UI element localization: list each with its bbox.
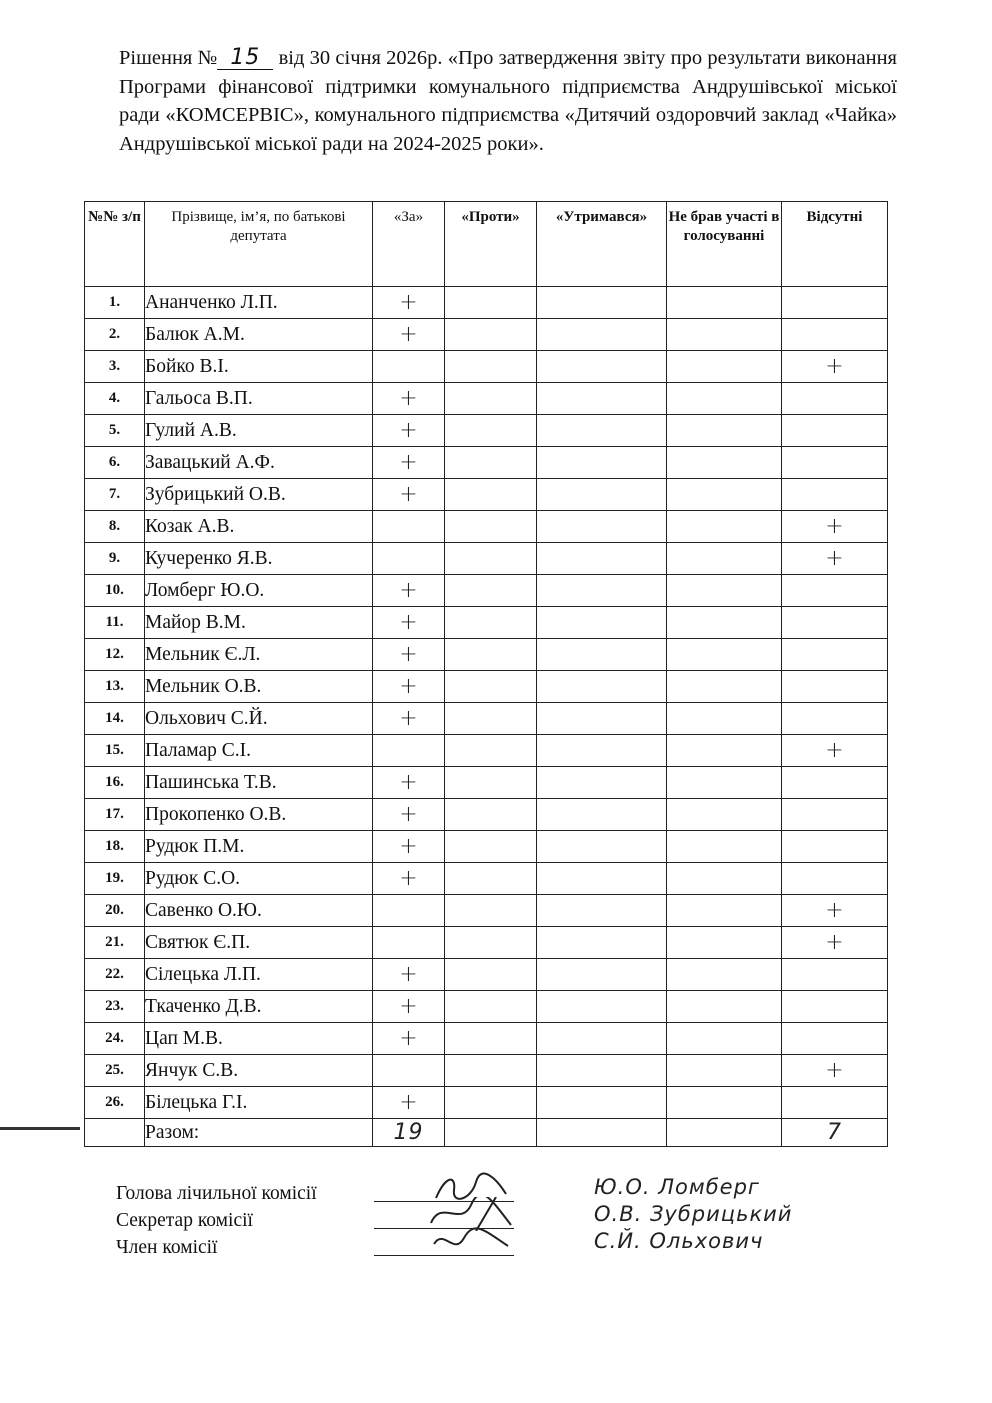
vote-abstain-cell [537, 1023, 667, 1055]
col-for: «За» [373, 202, 445, 287]
row-number: 5. [85, 415, 145, 447]
vote-against-cell [445, 831, 537, 863]
vote-against-cell [445, 575, 537, 607]
vote-for-cell: + [373, 383, 445, 415]
deputy-name: Майор В.М. [145, 607, 373, 639]
vote-abstain-cell [537, 479, 667, 511]
table-row [85, 1087, 888, 1119]
vote-for-cell: + [373, 991, 445, 1023]
not-voted-cell [667, 831, 782, 863]
decision-title: від 30 січня 2026р. «Про затвердження звіту про результати виконання Програми фінансової підтримки комунального підприємства Андрушівської міської ради «КОМСЕРВІС», комунального підприємства «Дитячий оздоровчий заклад «Чайка» Андрушівської міської ради на 2024-2025 роки». [119, 47, 897, 155]
deputy-name: Завацький А.Ф. [145, 447, 373, 479]
vote-abstain-cell [537, 831, 667, 863]
signature-name: Ю.О. Ломберг [594, 1175, 760, 1199]
not-voted-cell [667, 319, 782, 351]
table-row [85, 319, 888, 351]
vote-abstain-cell [537, 671, 667, 703]
vote-against-cell [445, 767, 537, 799]
row-number: 26. [85, 1087, 145, 1119]
signature-block [116, 1175, 876, 1261]
deputy-name: Білецька Г.І. [145, 1087, 373, 1119]
vote-for-cell: + [373, 863, 445, 895]
vote-against-cell [445, 383, 537, 415]
table-row [85, 511, 888, 543]
vote-against-cell [445, 511, 537, 543]
absent-cell [782, 863, 888, 895]
vote-against-cell [445, 671, 537, 703]
vote-against-cell [445, 991, 537, 1023]
vote-for-cell: + [373, 319, 445, 351]
not-voted-cell [667, 927, 782, 959]
not-voted-cell [667, 959, 782, 991]
row-number: 14. [85, 703, 145, 735]
vote-against-cell [445, 351, 537, 383]
vote-abstain-cell [537, 383, 667, 415]
signature-name: О.В. Зубрицький [594, 1202, 793, 1226]
col-against: «Проти» [445, 202, 537, 287]
decision-header [119, 44, 897, 158]
vote-for-cell [373, 351, 445, 383]
table-row [85, 479, 888, 511]
table-row [85, 927, 888, 959]
signature-row [116, 1229, 876, 1261]
vote-against-cell [445, 415, 537, 447]
vote-for-cell: + [373, 671, 445, 703]
not-voted-cell [667, 351, 782, 383]
table-row [85, 639, 888, 671]
vote-for-cell: + [373, 799, 445, 831]
vote-abstain-cell [537, 319, 667, 351]
not-voted-cell [667, 383, 782, 415]
vote-against-cell [445, 319, 537, 351]
not-voted-cell [667, 703, 782, 735]
not-voted-cell [667, 1087, 782, 1119]
row-number: 20. [85, 895, 145, 927]
deputy-name: Балюк А.М. [145, 319, 373, 351]
table-row [85, 607, 888, 639]
row-number: 23. [85, 991, 145, 1023]
vote-for-cell [373, 511, 445, 543]
absent-cell [782, 959, 888, 991]
table-row [85, 1055, 888, 1087]
vote-for-cell: + [373, 287, 445, 319]
deputy-name: Святюк Є.П. [145, 927, 373, 959]
handwritten-number: 15 [230, 45, 261, 70]
row-number: 24. [85, 1023, 145, 1055]
deputy-name: Ткаченко Д.В. [145, 991, 373, 1023]
col-abstain: «Утримався» [537, 202, 667, 287]
vote-for-cell: + [373, 575, 445, 607]
deputy-name: Ананченко Л.П. [145, 287, 373, 319]
deputy-name: Рудюк П.М. [145, 831, 373, 863]
table-row [85, 767, 888, 799]
vote-abstain-cell [537, 639, 667, 671]
vote-for-cell [373, 895, 445, 927]
not-voted-cell [667, 607, 782, 639]
absent-cell [782, 703, 888, 735]
deputy-name: Рудюк С.О. [145, 863, 373, 895]
vote-abstain-cell [537, 895, 667, 927]
vote-abstain-cell [537, 351, 667, 383]
signature-name: С.Й. Ольхович [594, 1229, 764, 1253]
vote-against-cell [445, 735, 537, 767]
row-number: 25. [85, 1055, 145, 1087]
absent-cell: + [782, 351, 888, 383]
absent-cell: + [782, 895, 888, 927]
table-row [85, 671, 888, 703]
vote-for-cell: + [373, 703, 445, 735]
vote-for-cell: + [373, 415, 445, 447]
vote-for-cell: + [373, 447, 445, 479]
vote-abstain-cell [537, 959, 667, 991]
vote-for-cell: + [373, 639, 445, 671]
absent-cell: + [782, 927, 888, 959]
vote-against-cell [445, 607, 537, 639]
deputy-name: Янчук С.В. [145, 1055, 373, 1087]
signature-role: Секретар комісії [116, 1210, 253, 1231]
table-row [85, 543, 888, 575]
deputy-name: Ломберг Ю.О. [145, 575, 373, 607]
vote-abstain-cell [537, 1087, 667, 1119]
absent-cell [782, 799, 888, 831]
absent-cell: + [782, 543, 888, 575]
row-number: 19. [85, 863, 145, 895]
absent-cell [782, 447, 888, 479]
absent-cell [782, 991, 888, 1023]
absent-cell [782, 639, 888, 671]
deputy-name: Савенко О.Ю. [145, 895, 373, 927]
vote-abstain-cell [537, 863, 667, 895]
vote-against-cell [445, 1055, 537, 1087]
vote-against-cell [445, 287, 537, 319]
vote-for-cell [373, 1055, 445, 1087]
table-row [85, 959, 888, 991]
table-header-row [85, 202, 888, 287]
table-row [85, 287, 888, 319]
table-row [85, 703, 888, 735]
vote-abstain-cell [537, 991, 667, 1023]
absent-cell: + [782, 1055, 888, 1087]
not-voted-cell [667, 639, 782, 671]
not-voted-cell [667, 895, 782, 927]
voting-table [84, 201, 888, 1147]
absent-cell [782, 319, 888, 351]
vote-abstain-cell [537, 767, 667, 799]
deputy-name: Ольхович С.Й. [145, 703, 373, 735]
absent-cell: + [782, 735, 888, 767]
decision-prefix: Рішення № [119, 47, 218, 69]
absent-cell [782, 671, 888, 703]
vote-against-cell [445, 543, 537, 575]
vote-against-cell [445, 639, 537, 671]
not-voted-cell [667, 1023, 782, 1055]
table-row [85, 895, 888, 927]
total-abstain [537, 1119, 667, 1147]
vote-abstain-cell [537, 927, 667, 959]
deputy-name: Паламар С.І. [145, 735, 373, 767]
vote-against-cell [445, 1087, 537, 1119]
not-voted-cell [667, 447, 782, 479]
deputy-name: Пашинська Т.В. [145, 767, 373, 799]
not-voted-cell [667, 799, 782, 831]
not-voted-cell [667, 1055, 782, 1087]
vote-abstain-cell [537, 703, 667, 735]
vote-abstain-cell [537, 415, 667, 447]
signature-role: Голова лічильної комісії [116, 1183, 317, 1204]
row-number: 7. [85, 479, 145, 511]
row-number: 15. [85, 735, 145, 767]
total-absent: 7 [782, 1119, 888, 1147]
vote-against-cell [445, 1023, 537, 1055]
table-row [85, 863, 888, 895]
deputy-name: Гулий А.В. [145, 415, 373, 447]
vote-abstain-cell [537, 799, 667, 831]
vote-for-cell [373, 927, 445, 959]
vote-for-cell: + [373, 959, 445, 991]
table-row [85, 991, 888, 1023]
row-number: 8. [85, 511, 145, 543]
row-number: 12. [85, 639, 145, 671]
vote-abstain-cell [537, 543, 667, 575]
row-number: 3. [85, 351, 145, 383]
total-label: Разом: [145, 1119, 373, 1147]
row-number: 16. [85, 767, 145, 799]
table-row [85, 575, 888, 607]
decision-number [217, 47, 273, 70]
not-voted-cell [667, 991, 782, 1023]
col-not-voted: Не брав участі в голосуванні [667, 202, 782, 287]
table-row [85, 351, 888, 383]
total-row [85, 1119, 888, 1147]
vote-for-cell: + [373, 767, 445, 799]
table-row [85, 447, 888, 479]
signature-scribble [416, 1224, 516, 1258]
absent-cell [782, 575, 888, 607]
vote-for-cell: + [373, 1023, 445, 1055]
vote-against-cell [445, 703, 537, 735]
vote-abstain-cell [537, 447, 667, 479]
table-row [85, 383, 888, 415]
row-number: 18. [85, 831, 145, 863]
vote-for-cell: + [373, 479, 445, 511]
not-voted-cell [667, 543, 782, 575]
absent-cell [782, 1023, 888, 1055]
vote-for-cell: + [373, 831, 445, 863]
deputy-name: Мельник О.В. [145, 671, 373, 703]
table-row [85, 799, 888, 831]
deputy-name: Цап М.В. [145, 1023, 373, 1055]
total-against [445, 1119, 537, 1147]
vote-for-cell: + [373, 1087, 445, 1119]
col-name: Прізвище, ім’я, по батькові депутата [145, 202, 373, 287]
row-number: 11. [85, 607, 145, 639]
total-not-voted [667, 1119, 782, 1147]
absent-cell [782, 415, 888, 447]
deputy-name: Прокопенко О.В. [145, 799, 373, 831]
not-voted-cell [667, 735, 782, 767]
total-for: 19 [373, 1119, 445, 1147]
absent-cell [782, 479, 888, 511]
row-number: 9. [85, 543, 145, 575]
vote-abstain-cell [537, 735, 667, 767]
col-number: №№ з/п [85, 202, 145, 287]
deputy-name: Зубрицький О.В. [145, 479, 373, 511]
row-number: 2. [85, 319, 145, 351]
not-voted-cell [667, 415, 782, 447]
not-voted-cell [667, 575, 782, 607]
absent-cell [782, 607, 888, 639]
row-number: 4. [85, 383, 145, 415]
not-voted-cell [667, 767, 782, 799]
absent-cell [782, 1087, 888, 1119]
vote-for-cell: + [373, 607, 445, 639]
col-absent: Відсутні [782, 202, 888, 287]
absent-cell [782, 831, 888, 863]
row-number: 1. [85, 287, 145, 319]
vote-abstain-cell [537, 607, 667, 639]
vote-abstain-cell [537, 287, 667, 319]
signature-role: Член комісії [116, 1237, 218, 1258]
deputy-name: Мельник Є.Л. [145, 639, 373, 671]
vote-against-cell [445, 959, 537, 991]
not-voted-cell [667, 287, 782, 319]
deputy-name: Козак А.В. [145, 511, 373, 543]
scan-edge-mark [0, 1127, 80, 1130]
not-voted-cell [667, 671, 782, 703]
vote-against-cell [445, 863, 537, 895]
vote-abstain-cell [537, 575, 667, 607]
vote-against-cell [445, 799, 537, 831]
not-voted-cell [667, 511, 782, 543]
deputy-name: Сілецька Л.П. [145, 959, 373, 991]
vote-for-cell [373, 735, 445, 767]
row-number: 10. [85, 575, 145, 607]
vote-against-cell [445, 927, 537, 959]
absent-cell [782, 767, 888, 799]
table-row [85, 415, 888, 447]
vote-against-cell [445, 895, 537, 927]
vote-against-cell [445, 447, 537, 479]
row-number: 21. [85, 927, 145, 959]
absent-cell [782, 287, 888, 319]
row-number: 13. [85, 671, 145, 703]
absent-cell: + [782, 511, 888, 543]
absent-cell [782, 383, 888, 415]
vote-for-cell [373, 543, 445, 575]
vote-abstain-cell [537, 511, 667, 543]
row-number: 6. [85, 447, 145, 479]
table-row [85, 1023, 888, 1055]
row-number: 17. [85, 799, 145, 831]
vote-against-cell [445, 479, 537, 511]
table-row [85, 831, 888, 863]
deputy-name: Бойко В.І. [145, 351, 373, 383]
total-number-cell [85, 1119, 145, 1147]
not-voted-cell [667, 863, 782, 895]
deputy-name: Кучеренко Я.В. [145, 543, 373, 575]
vote-abstain-cell [537, 1055, 667, 1087]
not-voted-cell [667, 479, 782, 511]
deputy-name: Гальоса В.П. [145, 383, 373, 415]
table-row [85, 735, 888, 767]
row-number: 22. [85, 959, 145, 991]
